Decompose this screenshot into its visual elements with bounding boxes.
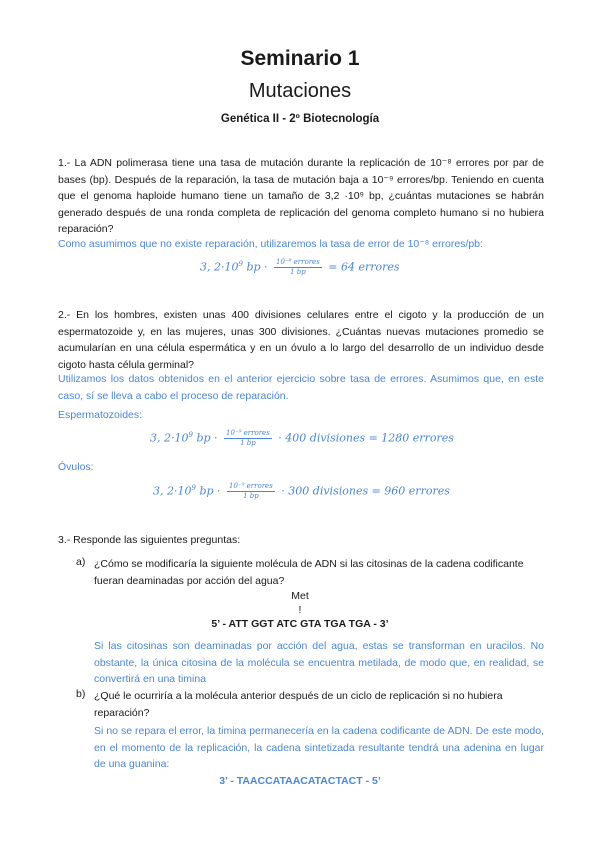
met-label: Met bbox=[291, 590, 309, 602]
question-3-intro: 3.- Responde las siguientes preguntas: bbox=[58, 534, 241, 546]
item-a-question: ¿Cómo se modificaría la siguiente molécula de ADN si las citosinas de la cadena codificante fueran deaminadas por acción del agua? bbox=[94, 558, 524, 587]
course-label: Genética II - 2º Biotecnología bbox=[220, 113, 380, 125]
eq2-numerator: 10⁻⁹ errores bbox=[226, 429, 270, 437]
answer-1: Como asumimos que no existe reparación, utilizaremos la tasa de error de 10⁻⁸ errores/pb: bbox=[58, 238, 483, 250]
equation-ovule bbox=[153, 482, 450, 501]
eq3-bp: bp · bbox=[199, 484, 221, 498]
met-mark: ! bbox=[298, 604, 302, 616]
eq1-bp: bp · bbox=[246, 260, 268, 274]
eq3-numerator: 10⁻⁹ errores bbox=[229, 482, 273, 490]
item-b-answer: Si no se repara el error, la timina permanecería en la cadena codificante de ADN. De este modo, en el momento de la replicación, la cadena sintetizada resultante tendrá una adenina en lugar de una guanina: bbox=[94, 725, 544, 770]
eq3-result: · 300 divisiones = 960 errores bbox=[281, 484, 450, 498]
eq2-left: 3, 2·10 bbox=[150, 431, 189, 445]
equation-1 bbox=[200, 258, 400, 277]
eq1-exp: 9 bbox=[238, 259, 243, 268]
eq2-denominator: 1 bp bbox=[240, 439, 256, 447]
item-b-label: b) bbox=[76, 688, 86, 700]
item-a-label: a) bbox=[76, 556, 86, 568]
question-1: 1.- La ADN polimerasa tiene una tasa de mutación durante la replicación de 10⁻⁸ errores por par de bases (bp). Después de la reparación, la tasa de mutación baja a 10⁻⁹ errores/bp. Teniendo en cuenta que el genoma haploide humano tiene un tamaño de 3,2 ·10⁹ bp, ¿cuántas mutaciones se habrán generado después de una ronda completa de replicación del genoma completo humano si no hubiera reparación? bbox=[58, 157, 544, 235]
eq3-denominator: 1 bp bbox=[243, 492, 259, 500]
eq1-numerator: 10⁻⁸ errores bbox=[276, 258, 320, 266]
eq1-denominator: 1 bp bbox=[290, 268, 306, 276]
eq1-fraction bbox=[274, 258, 322, 277]
eq3-exp: 9 bbox=[191, 483, 196, 492]
item-b-question: ¿Qué le ocurriría a la molécula anterior después de un ciclo de replicación si no hubiera reparación? bbox=[94, 690, 503, 719]
eq1-result: = 64 errores bbox=[328, 260, 400, 274]
eq2-fraction bbox=[224, 429, 272, 448]
page-title: Seminario 1 bbox=[240, 47, 360, 70]
answer-2: Utilizamos los datos obtenidos en el anterior ejercicio sobre tasa de errores. Asumimos que, en este caso, sí se lleva a cabo el proceso de reparación. bbox=[58, 373, 544, 402]
eq2-exp: 9 bbox=[188, 430, 193, 439]
eq3-left: 3, 2·10 bbox=[153, 484, 192, 498]
item-a-answer: Si las citosinas son deaminadas por acción del agua, estas se transforman en uracilos. No obstante, la única citosina de la molécula se encuentra metilada, de modo que, en realidad, se convertirá en una timina bbox=[94, 640, 544, 685]
eq1-left: 3, 2·10 bbox=[200, 260, 239, 274]
eq3-fraction bbox=[227, 482, 275, 501]
ovule-label: Óvulos: bbox=[58, 461, 94, 473]
equation-sperm bbox=[150, 429, 454, 448]
eq2-result: · 400 divisiones = 1280 errores bbox=[278, 431, 454, 445]
question-2: 2.- En los hombres, existen unas 400 divisiones celulares entre el cigoto y la producción de un espermatozoide y, en las mujeres, unas 300 divisiones. ¿Cuántas nuevas mutaciones promedio se acumularían en una célula espermática y en un óvulo a lo largo del desarrollo de un individuo desde cigoto hasta célula germinal? bbox=[58, 309, 544, 371]
sperm-label: Espermatozoides: bbox=[58, 409, 143, 421]
dna-molecule: 5’ - ATT GGT ATC GTA TGA TGA - 3’ bbox=[211, 618, 389, 630]
eq2-bp: bp · bbox=[196, 431, 218, 445]
page-subtitle: Mutaciones bbox=[248, 80, 352, 102]
replicated-molecule: 3’ - TAACCATAACATACTACT - 5’ bbox=[219, 775, 381, 787]
